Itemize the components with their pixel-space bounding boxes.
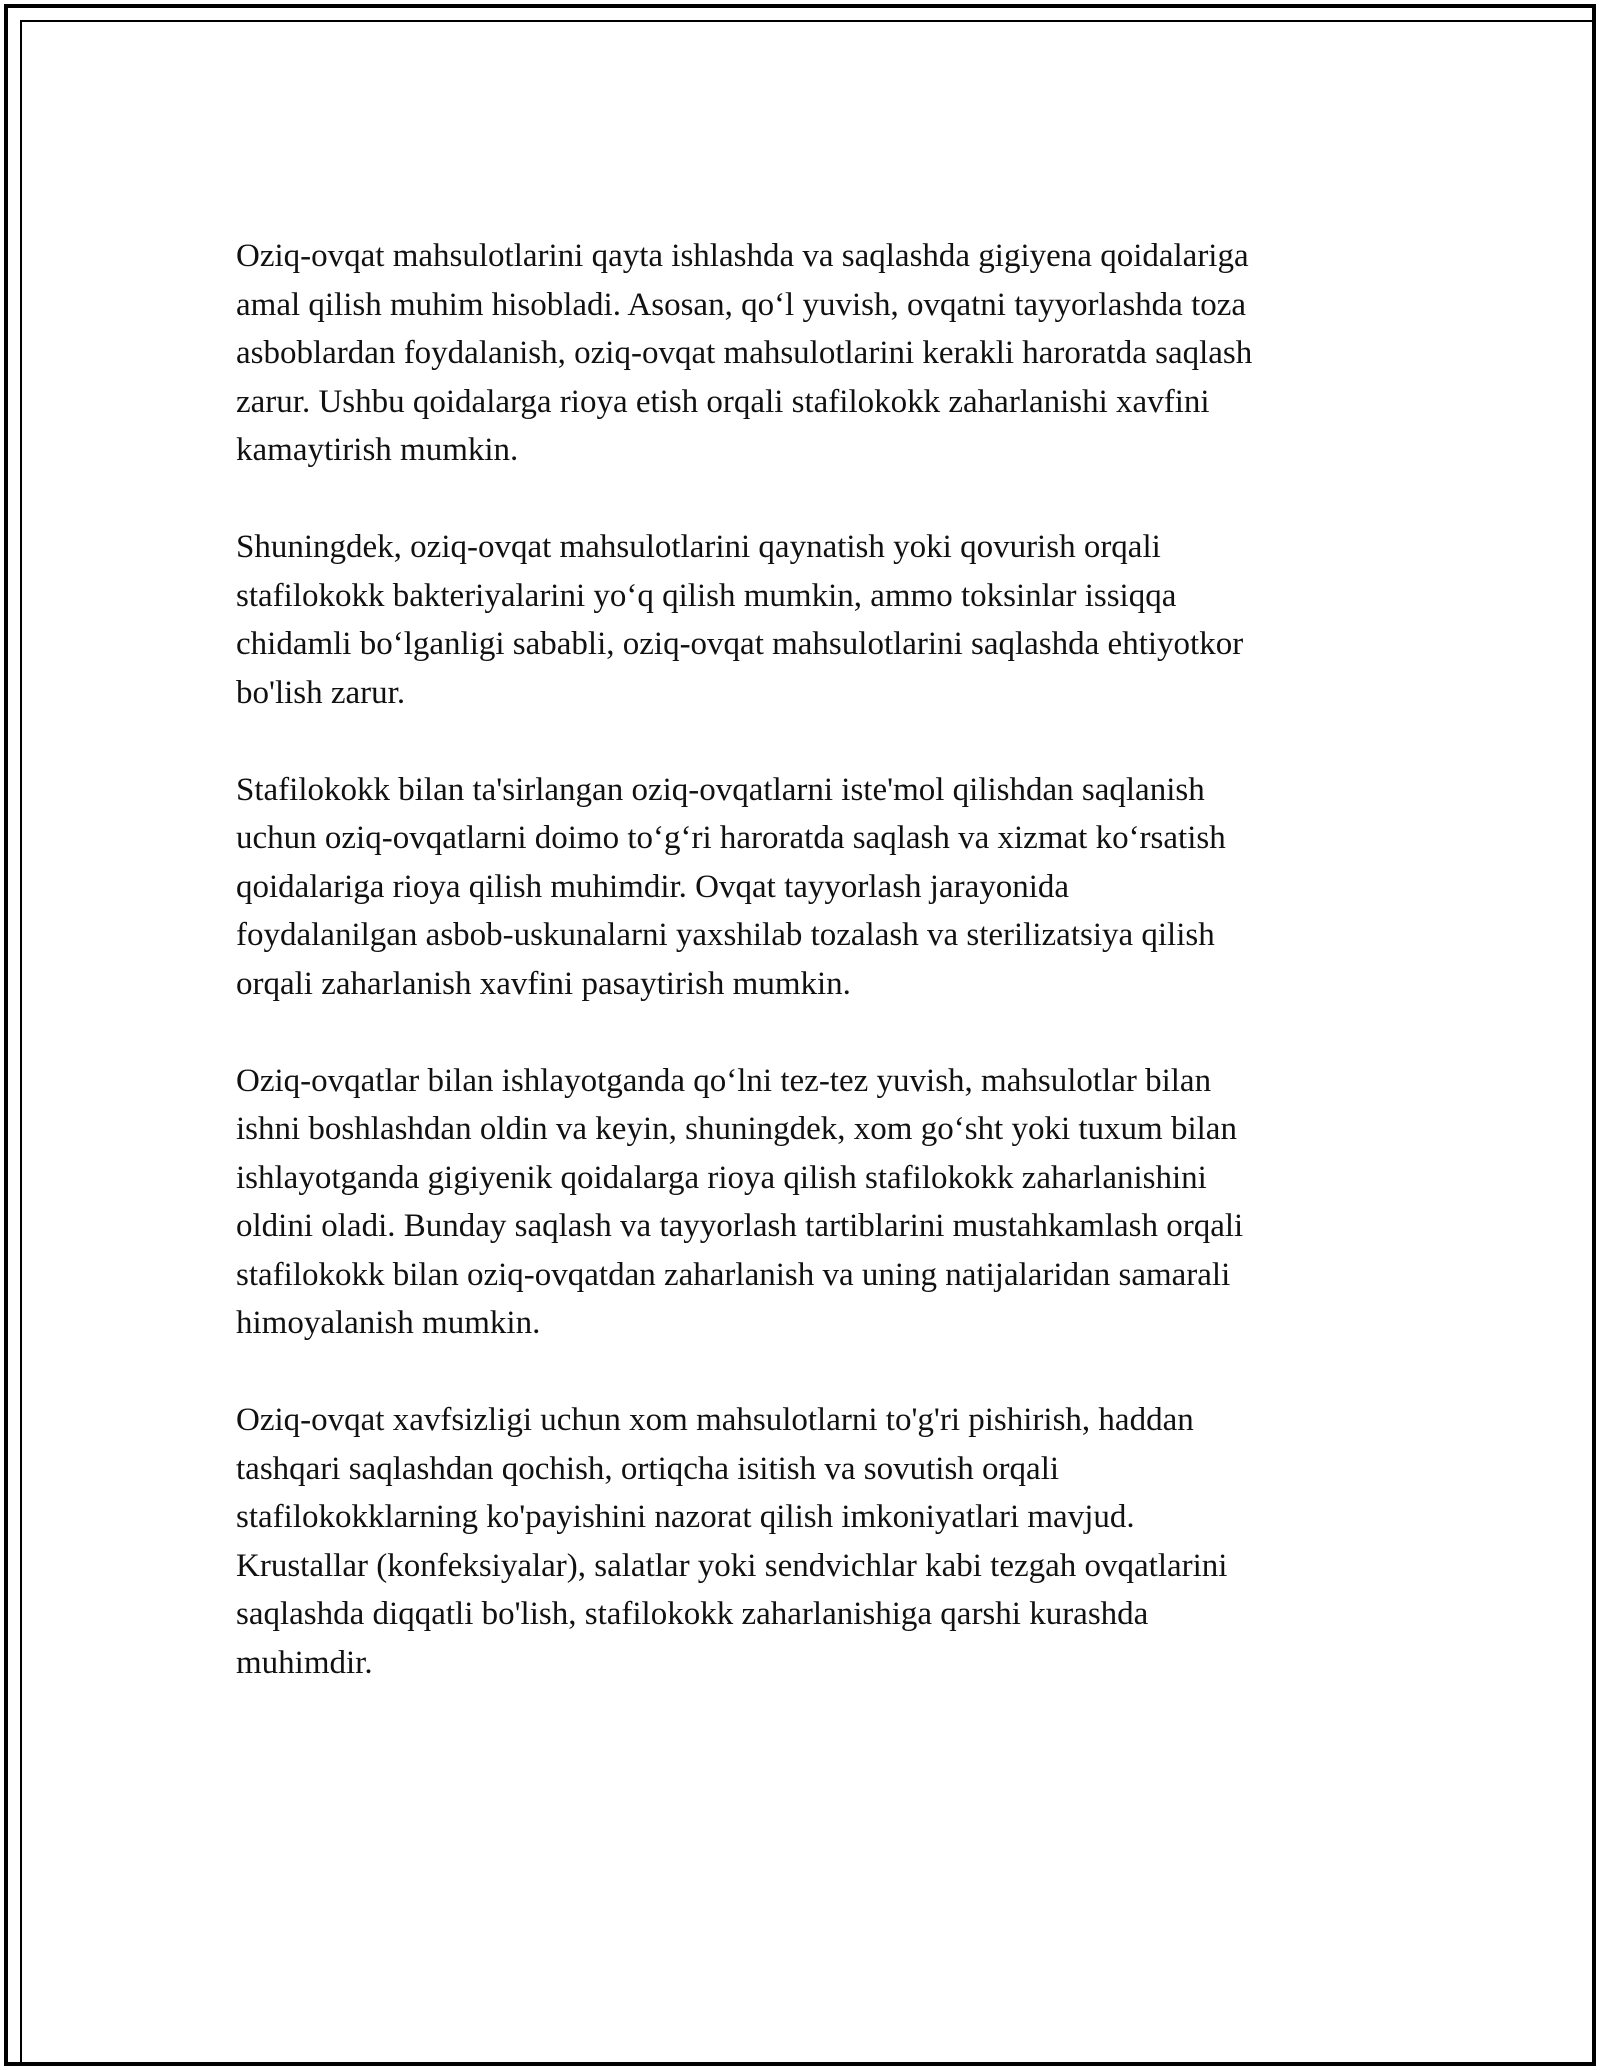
paragraph-heat-treatment: Shuningdek, oziq-ovqat mahsulotlarini qaynatish yoki qovurish orqali stafilokokk bakteriyalarini yo‘q qilish mumkin, ammo toksinlar issiqqa chidamli bo‘lganligi sababli, oziq-ovqat mahsulotlarini saqlashda ehtiyotkor bo'lish zarur. xyxy=(236,529,1244,711)
paragraph-storage-temperature: Stafilokokk bilan ta'sirlangan oziq-ovqatlarni iste'mol qilishdan saqlanish uchun oziq-ovqatlarni doimo to‘g‘ri haroratda saqlash va xizmat ko‘rsatish qoidalariga rioya qilish muhimdir. Ovqat tayyorlash jarayonida foydalanilgan asbob-uskunalarni yaxshilab tozalash va sterilizatsiya qilish orqali zaharlanish xavfini pasaytirish mumkin. xyxy=(236,771,1226,1002)
paragraph-hand-washing: Oziq-ovqatlar bilan ishlayotganda qo‘lni tez-tez yuvish, mahsulotlar bilan ishni boshlashdan oldin va keyin, shuningdek, xom go‘sht yoki tuxum bilan ishlayotganda gigiyenik qoidalarga rioya qilish stafilokokk zaharlanishini oldini oladi. Bunday saqlash va tayyorlash tartiblarini mustahkamlash orqali stafilokokk bilan oziq-ovqatdan zaharlanish va uning natijalaridan samarali himoyalanish mumkin. xyxy=(236,1062,1244,1341)
paragraph-food-safety: Oziq-ovqat xavfsizligi uchun xom mahsulotlarni to'g'ri pishirish, haddan tashqari saqlashdan qochish, ortiqcha isitish va sovutish orqali stafilokokklarning ko'payishini nazorat qilish imkoniyatlari mavjud. Krustallar (konfeksiyalar), salatlar yoki sendvichlar kabi tezgah ovqatlarini saqlashda diqqatli bo'lish, stafilokokk zaharlanishiga qarshi kurashda muhimdir. xyxy=(236,1402,1228,1681)
document-body xyxy=(236,232,1376,1736)
paragraph-hygiene-rules: Oziq-ovqat mahsulotlarini qayta ishlashda va saqlashda gigiyena qoidalariga amal qilish muhim hisobladi. Asosan, qo‘l yuvish, ovqatni tayyorlashda toza asboblardan foydalanish, oziq-ovqat mahsulotlarini kerakli haroratda saqlash zarur. Ushbu qoidalarga rioya etish orqali stafilokokk zaharlanishi xavfini kamaytirish mumkin. xyxy=(236,238,1253,468)
